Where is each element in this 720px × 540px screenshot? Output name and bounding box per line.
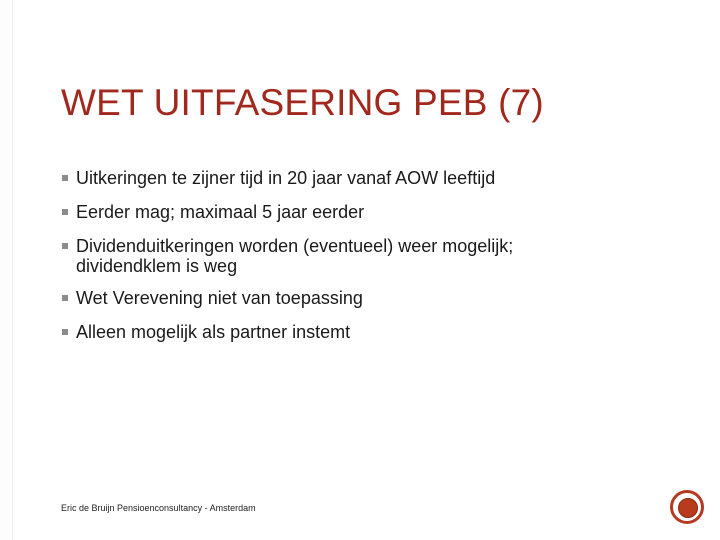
bullet-text: Dividenduitkeringen worden (eventueel) weer mogelijk; dividendklem is weg (76, 236, 514, 276)
bullet-text: Wet Verevening niet van toepassing (76, 288, 363, 308)
logo-center (678, 498, 698, 518)
square-bullet-icon (62, 295, 68, 301)
slide-title: WET UITFASERING PEB (7) (61, 82, 544, 123)
circular-logo-icon (670, 490, 704, 524)
bullet-text: Alleen mogelijk als partner instemt (76, 322, 351, 342)
square-bullet-icon (62, 329, 68, 335)
left-edge-bar (0, 0, 13, 540)
bullet-list (62, 168, 622, 356)
bullet-item (62, 288, 622, 308)
bullet-text: Uitkeringen te zijner tijd in 20 jaar vanaf AOW leeftijd (76, 168, 496, 188)
bullet-item (62, 322, 622, 342)
bullet-text: Eerder mag; maximaal 5 jaar eerder (76, 202, 365, 222)
square-bullet-icon (62, 243, 68, 249)
square-bullet-icon (62, 209, 68, 215)
bullet-item (62, 236, 622, 276)
bullet-item (62, 168, 622, 188)
square-bullet-icon (62, 175, 68, 181)
footer-text: Eric de Bruijn Pensioenconsultancy - Amsterdam (61, 503, 256, 513)
bullet-item (62, 202, 622, 222)
